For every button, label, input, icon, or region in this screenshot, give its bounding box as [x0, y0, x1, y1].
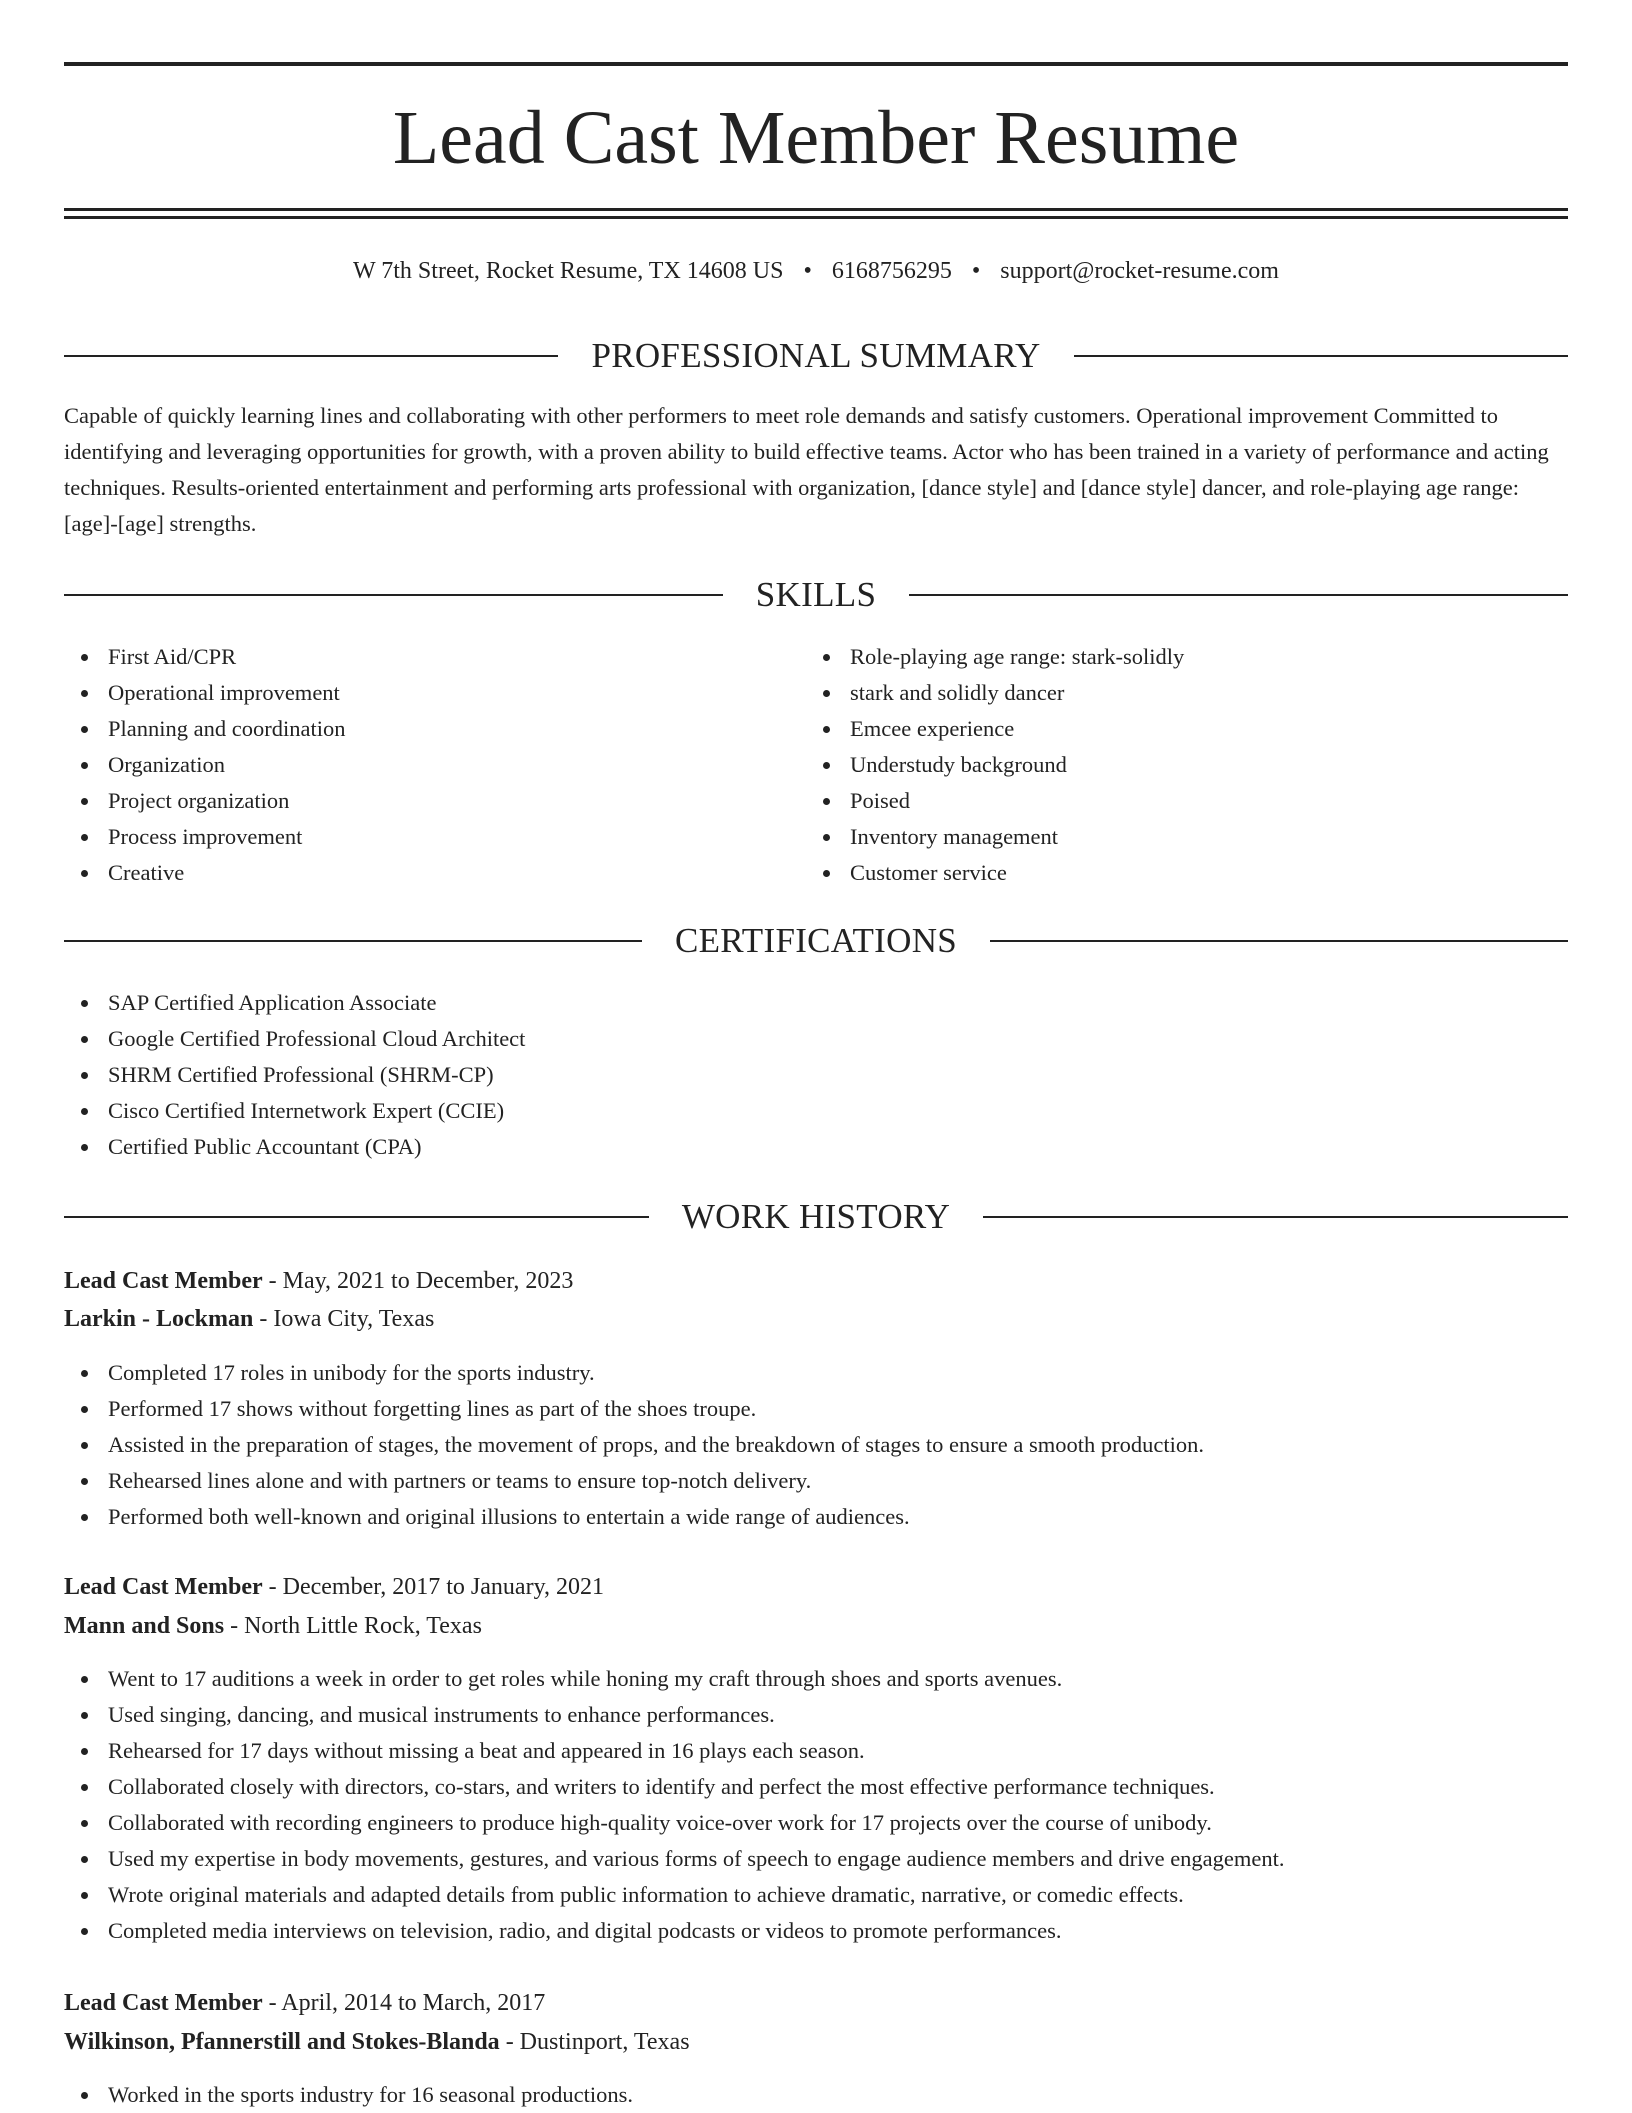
job-location: - Iowa City, Texas: [253, 1306, 435, 1332]
contact-separator: •: [971, 258, 981, 284]
job-dates: - May, 2021 to December, 2023: [262, 1268, 574, 1294]
job-title: Lead Cast Member: [64, 1990, 263, 2016]
job-bullets: [64, 2077, 1568, 2113]
skill-item: Project organization: [64, 783, 804, 819]
job-bullet: Performed both well-known and original illusions to entertain a wide range of audiences.: [64, 1499, 1568, 1535]
skill-item: Organization: [64, 747, 804, 783]
certifications-list: [64, 985, 1568, 1165]
certification-item: SAP Certified Application Associate: [64, 985, 1568, 1021]
job-title-line: [64, 1262, 1568, 1300]
summary-text: Capable of quickly learning lines and collaborating with other performers to meet role demands and satisfy customers. Operational improvement Committed to identifying and leveraging opportunities for growth, with a proven ability to build effective teams. Actor who has been trained in a variety of performance and acting techniques. Results-oriented entertainment and performing arts professional with organization, [dance style] and [dance style] dancer, and role-playing age range: [age]-[age] strengths.: [64, 403, 1549, 536]
job-bullet: Used my expertise in body movements, gestures, and various forms of speech to engage audience members and drive engagement.: [64, 1841, 1568, 1877]
section-rule: [64, 594, 723, 596]
certification-item: SHRM Certified Professional (SHRM-CP): [64, 1057, 1568, 1093]
job-dates: - April, 2014 to March, 2017: [262, 1990, 546, 2016]
section-title-work-history: WORK HISTORY: [681, 1197, 951, 1236]
page-title: Lead Cast Member Resume: [392, 96, 1240, 180]
skill-item: Poised: [806, 783, 1566, 819]
job-bullet: Wrote original materials and adapted details from public information to achieve dramatic, narrative, or comedic effects.: [64, 1877, 1568, 1913]
skill-item: Customer service: [806, 855, 1566, 891]
section-title-summary: PROFESSIONAL SUMMARY: [591, 336, 1041, 375]
job-bullet: Completed media interviews on television, radio, and digital podcasts or videos to promote performances.: [64, 1913, 1568, 1949]
header-top-rule: [64, 62, 1568, 66]
skill-item: Inventory management: [806, 819, 1566, 855]
job-dates: - December, 2017 to January, 2021: [262, 1574, 605, 1600]
job-title-line: [64, 1568, 1568, 1606]
job-bullet: Went to 17 auditions a week in order to get roles while honing my craft through shoes and sports avenues.: [64, 1661, 1568, 1697]
job-bullet: Collaborated with recording engineers to produce high-quality voice-over work for 17 projects over the course of unibody.: [64, 1805, 1568, 1841]
section-header-work-history: [64, 1195, 1568, 1239]
job-bullet: Performed 17 shows without forgetting lines as part of the shoes troupe.: [64, 1391, 1568, 1427]
job-bullet: Completed 17 roles in unibody for the sports industry.: [64, 1355, 1568, 1391]
skill-item: Creative: [64, 855, 804, 891]
skills-list-right: [806, 639, 1566, 891]
section-header-skills: [64, 573, 1568, 617]
job-bullet: Rehearsed for 17 days without missing a beat and appeared in 16 plays each season.: [64, 1733, 1568, 1769]
job-location: - Dustinport, Texas: [499, 2029, 690, 2055]
job-bullet: Collaborated closely with directors, co-stars, and writers to identify and perfect the most effective performance techniques.: [64, 1769, 1568, 1805]
skill-item: First Aid/CPR: [64, 639, 804, 675]
job-bullets: [64, 1355, 1568, 1535]
job-bullet: Rehearsed lines alone and with partners or teams to ensure top-notch delivery.: [64, 1463, 1568, 1499]
certification-item: Google Certified Professional Cloud Architect: [64, 1021, 1568, 1057]
contact-separator: •: [803, 258, 812, 284]
section-title-certifications: CERTIFICATIONS: [674, 921, 958, 960]
job-company: Wilkinson, Pfannerstill and Stokes-Blanda: [64, 2029, 500, 2055]
section-rule: [990, 940, 1568, 942]
section-rule: [64, 355, 558, 357]
skill-item: Process improvement: [64, 819, 804, 855]
job-title: Lead Cast Member: [64, 1574, 263, 1600]
contact-email[interactable]: support@rocket-resume.com: [1000, 258, 1279, 284]
section-rule: [64, 940, 642, 942]
job-bullet: Assisted in the preparation of stages, the movement of props, and the breakdown of stages to ensure a smooth production.: [64, 1427, 1568, 1463]
job-location: - North Little Rock, Texas: [224, 1613, 482, 1639]
skill-item: Emcee experience: [806, 711, 1566, 747]
section-rule: [983, 1216, 1568, 1218]
section-rule: [909, 594, 1568, 596]
contact-phone: 6168756295: [831, 258, 952, 284]
certification-item: Cisco Certified Internetwork Expert (CCIE): [64, 1093, 1568, 1129]
contact-info: [64, 254, 1568, 288]
section-header-certifications: [64, 919, 1568, 963]
job-title: Lead Cast Member: [64, 1268, 263, 1294]
job-company-line: [64, 1300, 1568, 1338]
skill-item: Role-playing age range: stark-solidly: [806, 639, 1566, 675]
header-double-rule-lower: [64, 216, 1568, 219]
skill-item: Understudy background: [806, 747, 1566, 783]
job-bullets: [64, 1661, 1568, 1949]
section-title-skills: SKILLS: [755, 575, 877, 614]
section-rule: [64, 1216, 649, 1218]
skills-list-left: [64, 639, 804, 891]
certification-item: Certified Public Accountant (CPA): [64, 1129, 1568, 1165]
job-company: Larkin - Lockman: [64, 1306, 254, 1332]
contact-address: W 7th Street, Rocket Resume, TX 14608 US: [353, 258, 784, 284]
section-header-summary: [64, 334, 1568, 378]
skill-item: Operational improvement: [64, 675, 804, 711]
section-rule: [1074, 355, 1568, 357]
job-company-line: [64, 1607, 1568, 1645]
job-bullet: Worked in the sports industry for 16 seasonal productions.: [64, 2077, 1568, 2113]
header-double-rule-upper: [64, 208, 1568, 211]
job-title-line: [64, 1984, 1568, 2022]
skill-item: stark and solidly dancer: [806, 675, 1566, 711]
job-company: Mann and Sons: [64, 1613, 225, 1639]
job-bullet: Used singing, dancing, and musical instruments to enhance performances.: [64, 1697, 1568, 1733]
skill-item: Planning and coordination: [64, 711, 804, 747]
job-company-line: [64, 2023, 1568, 2061]
